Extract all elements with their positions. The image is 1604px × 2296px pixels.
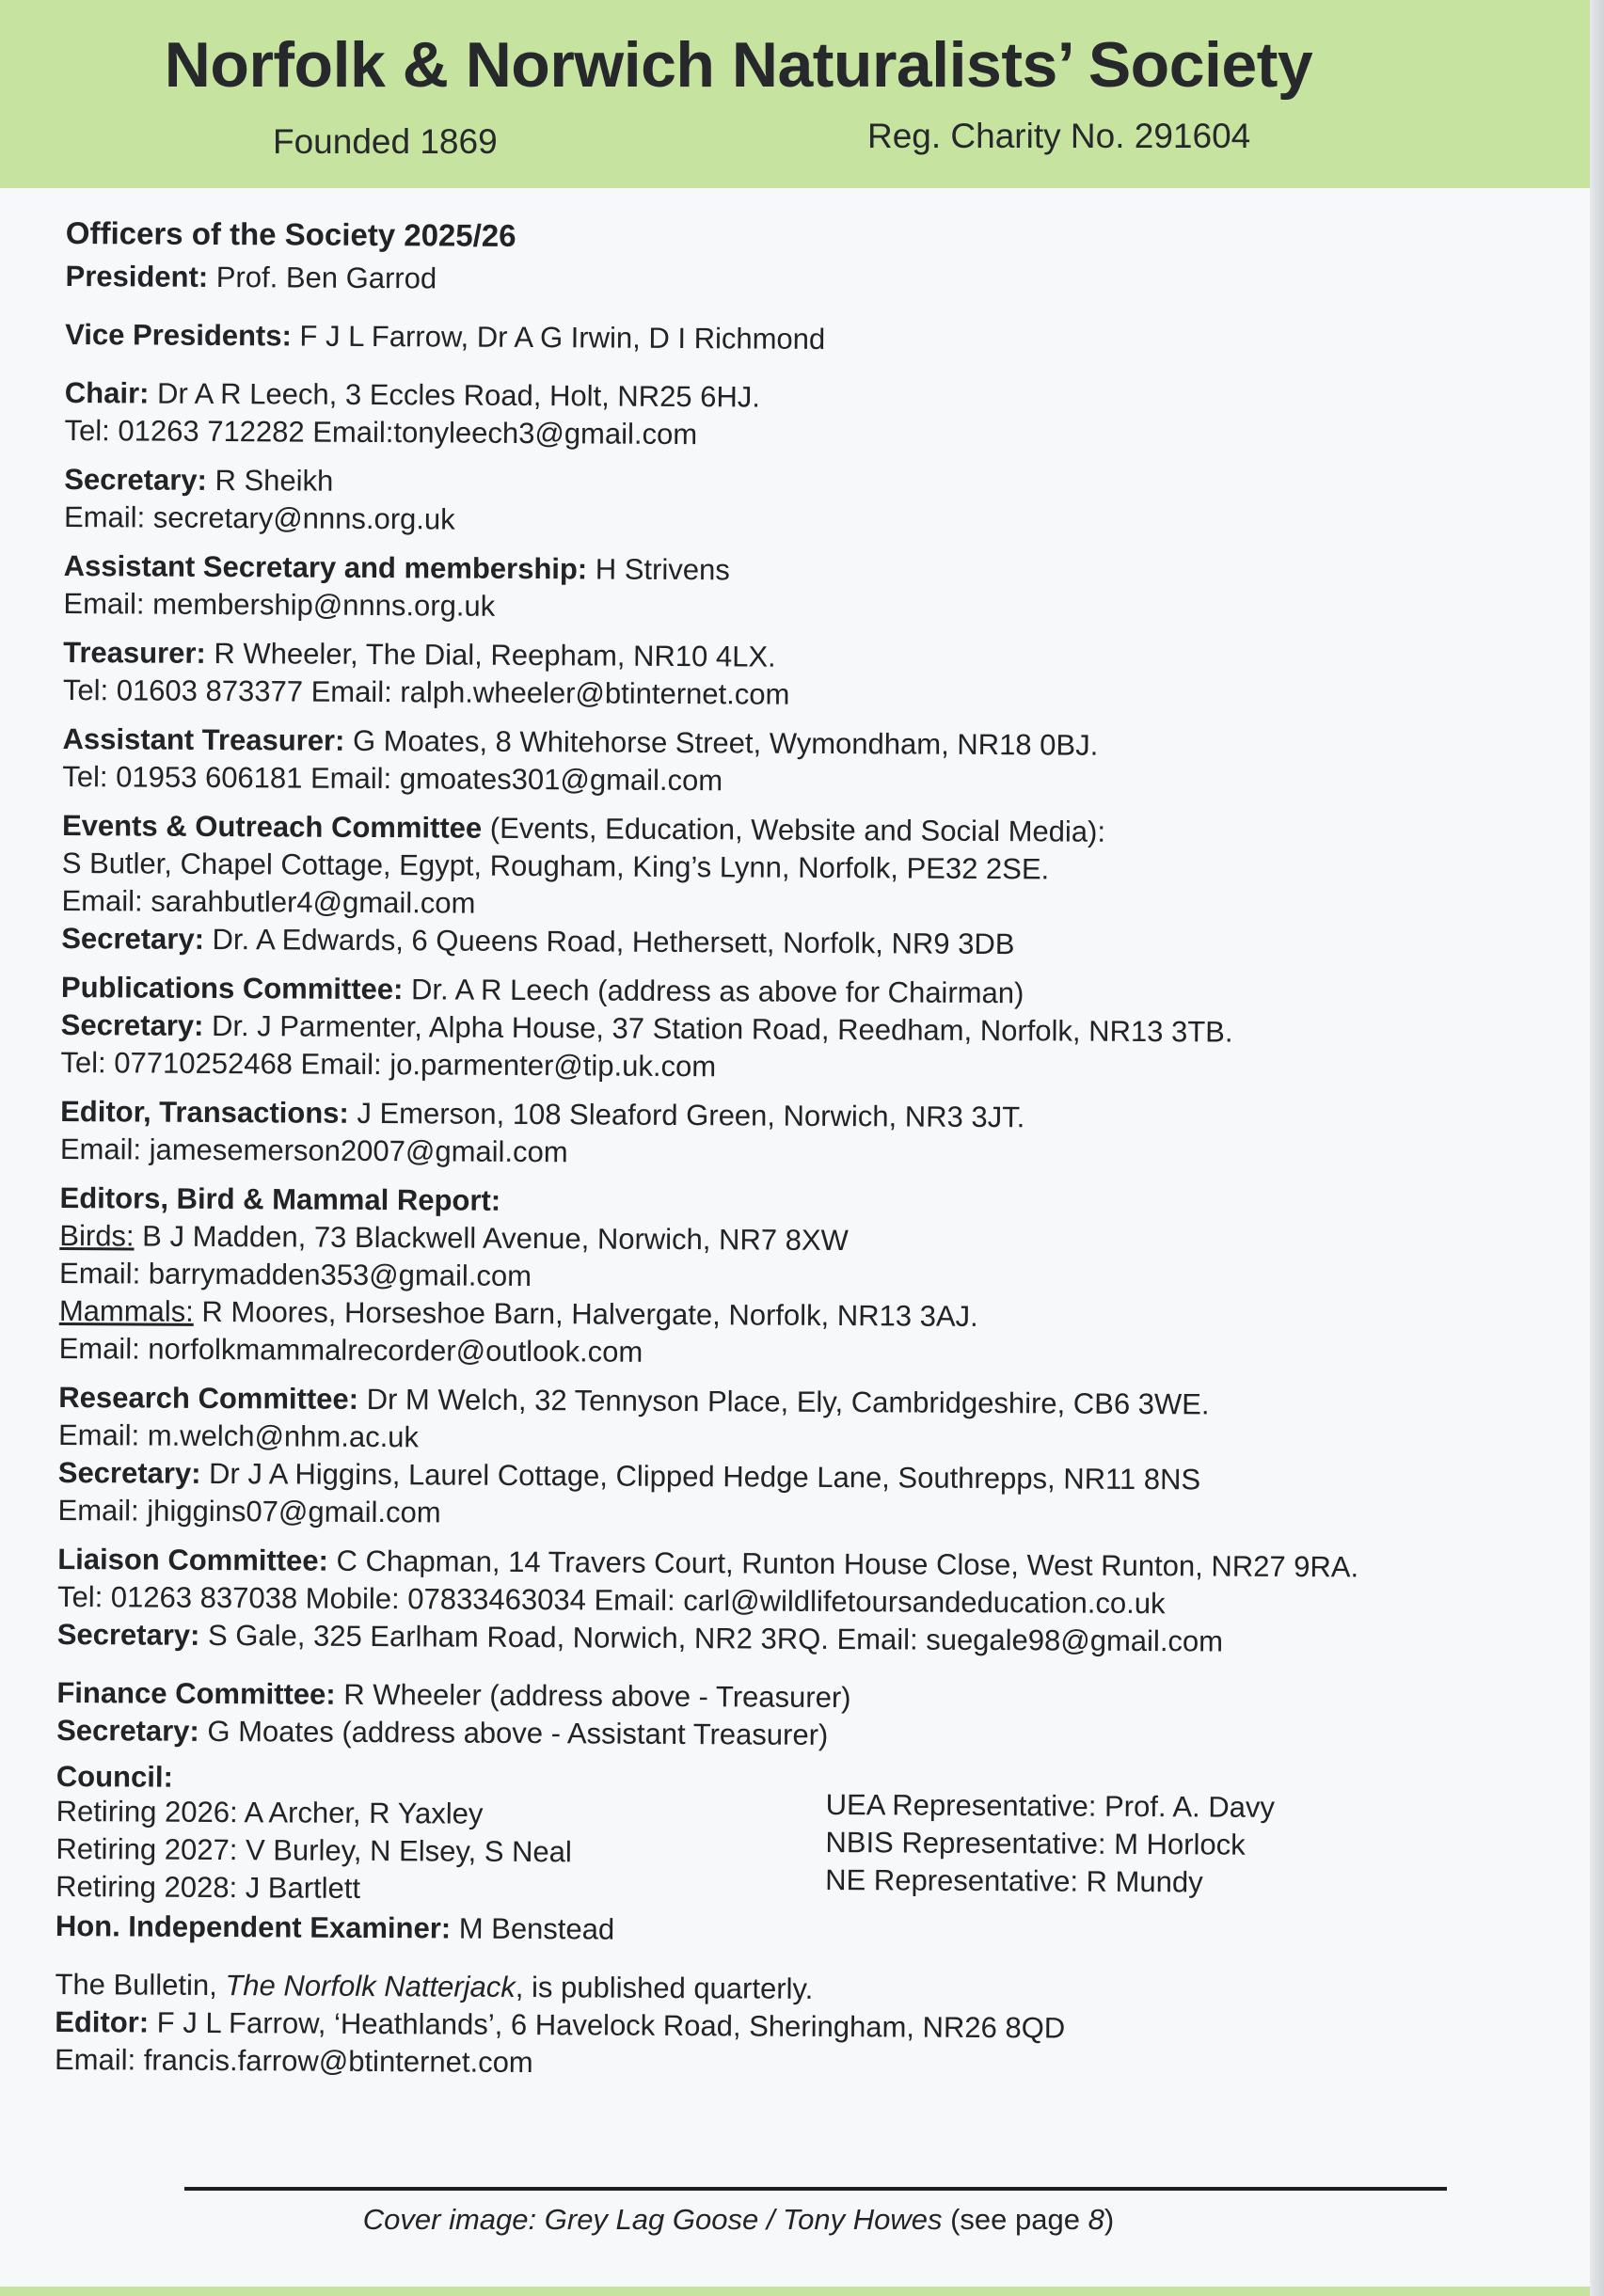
- bulletin-editor-value: F J L Farrow, ‘Heathlands’, 6 Havelock Road, Sheringham, NR26 8QD: [149, 2005, 1066, 2045]
- chair-contact: Tel: 01263 712282 Email:tonyleech3@gmail.com: [64, 413, 698, 451]
- editor-transactions-value: J Emerson, 108 Sleaford Green, Norwich, NR3 3JT.: [348, 1096, 1025, 1134]
- editor-transactions-email: Email: jamesemerson2007@gmail.com: [59, 1132, 568, 1169]
- liaison-label: Liaison Committee:: [57, 1542, 329, 1577]
- finance-secretary-label: Secretary:: [56, 1713, 199, 1748]
- publications-value: Dr. A R Leech (address as above for Chairman): [403, 973, 1024, 1010]
- header-band: [0, 0, 1590, 188]
- editor-transactions-label: Editor, Transactions:: [60, 1094, 349, 1130]
- president-entry: [65, 258, 1495, 304]
- research-label: Research Committee:: [58, 1380, 359, 1416]
- bulletin-suffix: , is published quarterly.: [515, 1970, 814, 2005]
- publications-contact: Tel: 07710252468 Email: jo.parmenter@tip.uk.com: [60, 1045, 717, 1084]
- cover-caption: [0, 2203, 1477, 2237]
- council-representatives: [825, 1786, 1275, 1902]
- publications-secretary-value: Dr. J Parmenter, Alpha House, 37 Station Road, Reedham, Norfolk, NR13 3TB.: [203, 1008, 1233, 1049]
- page-edge: [1590, 0, 1604, 2296]
- birds-value: B J Madden, 73 Blackwell Avenue, Norwich, NR7 8XW: [134, 1219, 849, 1258]
- bulletin-entry: [55, 1966, 1485, 2087]
- secretary-value: R Sheikh: [206, 463, 334, 498]
- events-secretary-value: Dr. A Edwards, 6 Queens Road, Hethersett, Norfolk, NR9 3DB: [203, 922, 1015, 961]
- bulletin-title: The Norfolk Natterjack: [225, 1969, 516, 2003]
- council-retiring-2026: Retiring 2026: A Archer, R Yaxley: [56, 1794, 484, 1830]
- council-section: [56, 1759, 1486, 1905]
- treasurer-entry: [63, 634, 1493, 718]
- editor-transactions-entry: [60, 1093, 1490, 1177]
- treasurer-value: R Wheeler, The Dial, Reepham, NR10 4LX.: [205, 636, 776, 673]
- bulletin-prefix: The Bulletin,: [55, 1967, 226, 2003]
- cover-see: (see page: [942, 2203, 1088, 2236]
- events-entry: [61, 807, 1492, 966]
- cover-page-number: 8: [1088, 2203, 1104, 2236]
- chair-label: Chair:: [64, 375, 150, 410]
- assistant-treasurer-entry: [62, 720, 1492, 804]
- council-label: Council:: [56, 1759, 173, 1794]
- events-label: Events & Outreach Committee: [61, 808, 483, 845]
- examiner-label: Hon. Independent Examiner:: [55, 1908, 452, 1945]
- editors-report-entry: [59, 1180, 1490, 1376]
- birds-label: Birds:: [59, 1218, 135, 1253]
- assistant-secretary-contact: Email: membership@nnns.org.uk: [63, 586, 496, 623]
- assistant-secretary-value: H Strivens: [587, 552, 730, 587]
- uea-representative: UEA Representative: Prof. A. Davy: [825, 1787, 1276, 1824]
- publications-label: Publications Committee:: [60, 970, 404, 1006]
- officers-list: [55, 214, 1496, 2087]
- finance-value: R Wheeler (address above - Treasurer): [335, 1677, 851, 1715]
- liaison-secretary-value: S Gale, 325 Earlham Road, Norwich, NR2 3RQ. Email: suegale98@gmail.com: [199, 1618, 1224, 1658]
- vice-presidents-label: Vice Presidents:: [65, 317, 292, 353]
- treasurer-contact: Tel: 01603 873377 Email: ralph.wheeler@btinternet.com: [62, 673, 790, 711]
- publications-secretary-label: Secretary:: [60, 1007, 204, 1042]
- vice-presidents-entry: [65, 316, 1495, 362]
- events-address: S Butler, Chapel Cottage, Egypt, Rougham, King’s Lynn, Norfolk, PE32 2SE.: [61, 846, 1050, 886]
- chair-entry: [64, 374, 1494, 458]
- research-entry: [57, 1379, 1488, 1538]
- events-secretary-label: Secretary:: [61, 921, 205, 956]
- assistant-treasurer-value: G Moates, 8 Whitehorse Street, Wymondham, NR18 0BJ.: [344, 723, 1099, 762]
- birds-email: Email: barrymadden353@gmail.com: [59, 1256, 532, 1293]
- mammals-label: Mammals:: [58, 1293, 194, 1328]
- president-value: Prof. Ben Garrod: [208, 260, 437, 295]
- finance-entry: [56, 1674, 1486, 1758]
- president-label: President:: [65, 259, 209, 293]
- editors-report-label: Editors, Bird & Mammal Report:: [59, 1180, 501, 1217]
- bulletin-email: Email: francis.farrow@btinternet.com: [54, 2042, 533, 2080]
- council-retiring: [56, 1761, 572, 1908]
- secretary-label: Secretary:: [64, 462, 208, 497]
- finance-label: Finance Committee:: [56, 1675, 336, 1711]
- ne-representative: NE Representative: R Mundy: [825, 1862, 1203, 1899]
- vice-presidents-value: F J L Farrow, Dr A G Irwin, D I Richmond: [291, 319, 826, 356]
- events-value: (Events, Education, Website and Social Media):: [482, 811, 1106, 848]
- examiner-value: M Benstead: [451, 1911, 615, 1946]
- bulletin-editor-label: Editor:: [55, 2004, 150, 2039]
- footer-rule: [184, 2187, 1447, 2191]
- assistant-treasurer-label: Assistant Treasurer:: [62, 721, 345, 757]
- society-title: Norfolk & Norwich Naturalists’ Society: [164, 29, 1313, 101]
- secretary-entry: [64, 461, 1494, 545]
- assistant-treasurer-contact: Tel: 01953 606181 Email: gmoates301@gmail.com: [62, 759, 723, 798]
- council-retiring-2028: Retiring 2028: J Bartlett: [56, 1869, 361, 1905]
- council-retiring-2027: Retiring 2027: V Burley, N Elsey, S Neal: [56, 1831, 572, 1869]
- nbis-representative: NBIS Representative: M Horlock: [825, 1825, 1246, 1861]
- mammals-email: Email: norfolkmammalrecorder@outlook.com: [58, 1331, 643, 1369]
- footer-band: [0, 2287, 1590, 2296]
- liaison-value: C Chapman, 14 Travers Court, Runton House Close, West Runton, NR27 9RA.: [327, 1544, 1359, 1584]
- liaison-secretary-label: Secretary:: [56, 1617, 200, 1652]
- research-secretary-email: Email: jhiggins07@gmail.com: [57, 1493, 441, 1529]
- assistant-secretary-label: Assistant Secretary and membership:: [63, 548, 588, 586]
- finance-secretary-value: G Moates (address above - Assistant Treasurer): [199, 1714, 829, 1751]
- examiner-entry: [56, 1908, 1485, 1954]
- assistant-secretary-entry: [63, 547, 1493, 631]
- events-email: Email: sarahbutler4@gmail.com: [61, 883, 476, 920]
- mammals-value: R Moores, Horseshoe Barn, Halvergate, Norfolk, NR13 3AJ.: [193, 1294, 978, 1333]
- research-email: Email: m.welch@nhm.ac.uk: [57, 1417, 420, 1454]
- research-secretary-label: Secretary:: [57, 1455, 201, 1490]
- liaison-contact: Tel: 01263 837038 Mobile: 07833463034 Email: carl@wildlifetoursandeducation.co.uk: [56, 1579, 1166, 1621]
- research-value: Dr M Welch, 32 Tennyson Place, Ely, Cambridgeshire, CB6 3WE.: [357, 1382, 1210, 1421]
- founded-text: Founded 1869: [273, 122, 498, 161]
- publications-entry: [60, 969, 1491, 1090]
- cover-close: ): [1104, 2203, 1115, 2236]
- officers-heading: Officers of the Society 2025/26: [65, 214, 516, 253]
- charity-number: Reg. Charity No. 291604: [867, 117, 1251, 155]
- chair-value: Dr A R Leech, 3 Eccles Road, Holt, NR25 6HJ.: [149, 376, 761, 414]
- cover-credit: Cover image: Grey Lag Goose / Tony Howes: [362, 2203, 943, 2236]
- treasurer-label: Treasurer:: [63, 635, 206, 670]
- research-secretary-value: Dr J A Higgins, Laurel Cottage, Clipped Hedge Lane, Southrepps, NR11 8NS: [200, 1456, 1201, 1496]
- liaison-entry: [57, 1541, 1488, 1662]
- secretary-contact: Email: secretary@nnns.org.uk: [63, 499, 455, 536]
